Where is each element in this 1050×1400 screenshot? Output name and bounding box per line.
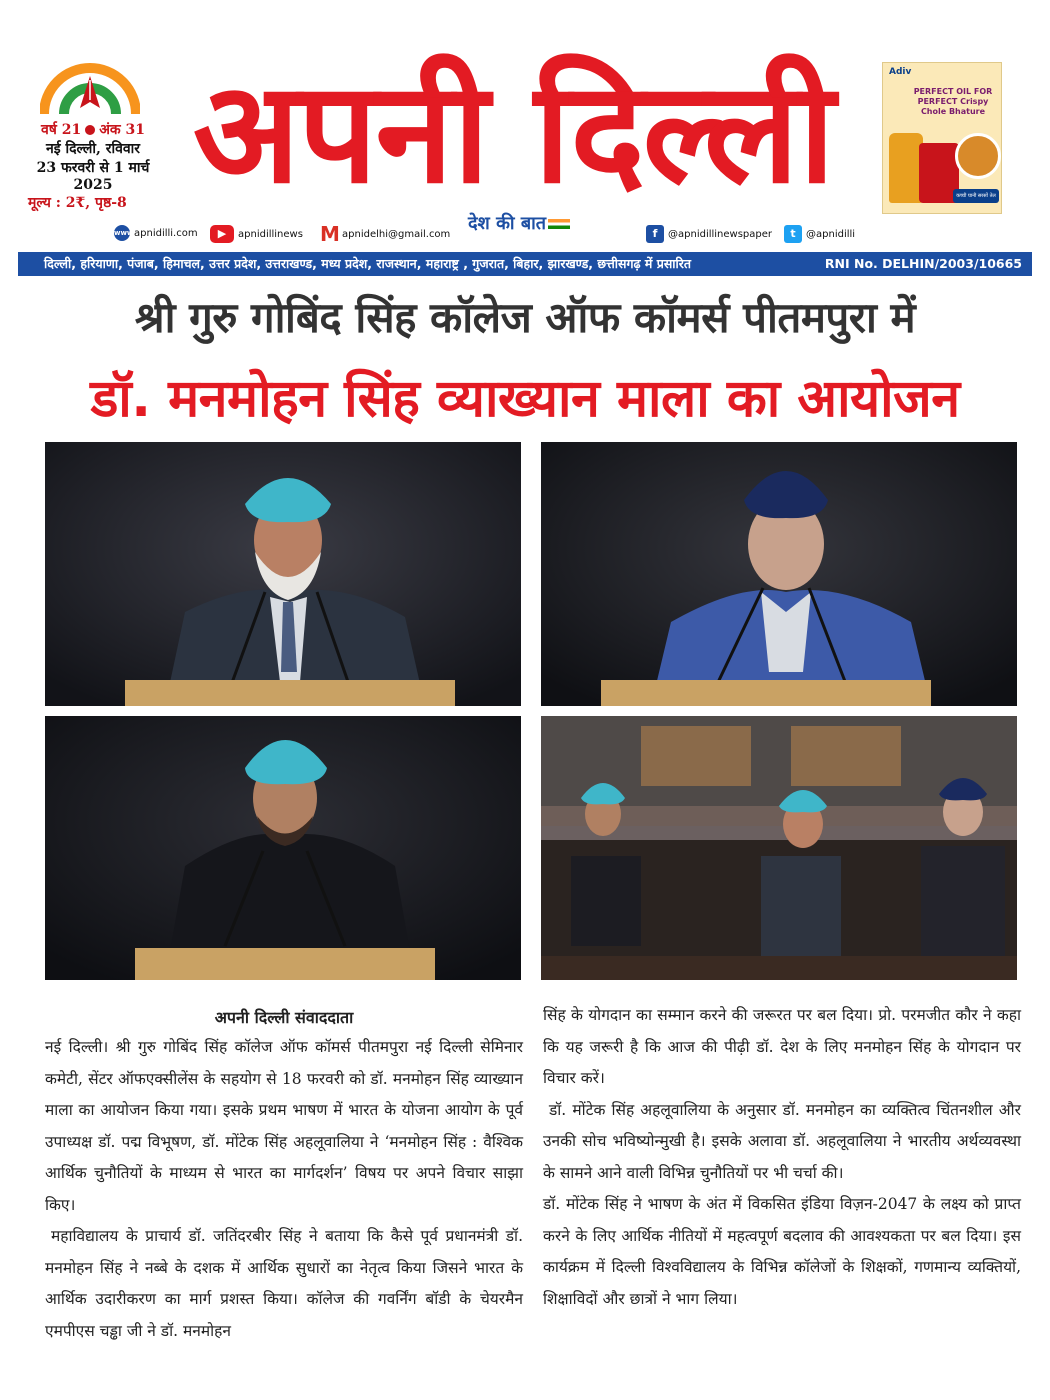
rni-number: RNI No. DELHIN/2003/10665: [824, 256, 1022, 271]
headline-line1: श्री गुरु गोबिंद सिंह कॉलेज ऑफ कॉमर्स पीतमपुरा में: [134, 293, 916, 342]
youtube-text: apnidillinews: [238, 228, 303, 240]
gmail-icon: M: [320, 222, 340, 246]
youtube-contact[interactable]: [210, 225, 303, 243]
masthead-title: अपनी दिल्ली: [192, 52, 834, 215]
photo-speaker-navy-turban: [541, 442, 1017, 706]
photo-speaker-teal-turban: [45, 442, 521, 706]
twitter-icon: t: [784, 225, 802, 243]
article-column-right: [543, 1000, 1021, 1315]
ad-food-plate: [955, 133, 1001, 179]
article-paragraph: नई दिल्ली। श्री गुरु गोबिंद सिंह कॉलेज ऑफ कॉमर्स पीतमपुरा नई दिल्ली सेमिनार कमेटी, सेंटर ऑफएक्सीलेंस के सहयोग से 18 फरवरी को डॉ. मनमोहन सिंह व्याख्यान माला का आयोजन किया गया। इसके प्रथम भाषण में भारत के योजना आयोग के पूर्व उपाध्यक्ष डॉ. पद्म विभूषण, डॉ. मोंटेक सिंह अहलूवालिया ने ‘मनमोहन सिंह : वैश्विक आर्थिक चुनौतियों के माध्यम से भारत का मार्गदर्शन’ विषय पर अपने विचार साझा किए।: [45, 1038, 523, 1214]
photo-stage-guests: [541, 716, 1017, 980]
youtube-icon: ▶: [210, 225, 234, 243]
circulation-states: दिल्ली, हरियाणा, पंजाब, हिमाचल, उत्तर प्रदेश, उत्तराखण्ड, मध्य प्रदेश, राजस्थान, महाराष्ट्र , गुजरात, बिहार, झारखण्ड, छत्तीसगढ़ में प्रसारित: [44, 256, 692, 271]
edition-volume: [18, 120, 168, 139]
twitter-text: @apnidilli: [806, 228, 856, 240]
edition-info: [18, 120, 168, 212]
red-dot: [85, 125, 95, 135]
place-day: नई दिल्ली, रविवार: [45, 141, 141, 157]
ad-headline: PERFECT OIL FOR PERFECT Crispy Chole Bhature: [913, 87, 993, 116]
ad-slogan: कच्ची घानी सरसों तेल: [953, 189, 999, 203]
facebook-contact[interactable]: [646, 225, 772, 243]
website-icon: www: [114, 225, 130, 241]
ad-brand: Adiv: [889, 67, 912, 77]
ad-oil-bottle: [889, 133, 923, 203]
article-paragraph: डॉ. मोंटेक सिंह ने भाषण के अंत में विकसित इंडिया विज़न-2047 के लक्ष्य को प्राप्त करने के लिए आर्थिक नीतियों में महत्वपूर्ण बदलाव की आवश्यकता पर बल दिया। इस कार्यक्रम में दिल्ली विश्वविद्यालय के विभिन्न कॉलेजों के शिक्षकों, गणमान्य व्यक्तियों, शिक्षाविदों और छात्रों ने भाग लिया।: [543, 1195, 1021, 1308]
volume-text: वर्ष 21: [40, 122, 82, 138]
email-contact[interactable]: [320, 222, 451, 246]
article-paragraph: महाविद्यालय के प्राचार्य डॉ. जतिंदरबीर सिंह ने बताया कि कैसे पूर्व प्रधानमंत्री डॉ. मनमोहन सिंह ने नब्बे के दशक में आर्थिक सुधारों का नेतृत्व किया जिसने भारत के आर्थिक उदारीकरण का मार्ग प्रशस्त किया। कॉलेज की गवर्निंग बॉडी के चेयरमैन एमपीएस चड्ढा जी ने डॉ. मनमोहन: [45, 1227, 523, 1340]
email-text: apnidelhi@gmail.com: [342, 228, 451, 240]
advertisement: [882, 62, 1002, 214]
facebook-icon: f: [646, 225, 664, 243]
edition-dates: 23 फरवरी से 1 मार्च 2025: [36, 160, 150, 193]
price-pages: मूल्य : 2₹, पृष्ठ-8: [28, 195, 127, 211]
circulation-strip: [18, 252, 1032, 276]
logo-emblem-icon: [40, 58, 140, 116]
website-text: apnidilli.com: [134, 227, 198, 239]
facebook-text: @apnidillinewspaper: [668, 228, 773, 240]
twitter-contact[interactable]: [784, 225, 855, 243]
website-contact[interactable]: [114, 225, 198, 241]
photo-speaker-principal: [45, 716, 521, 980]
issue-text: अंक 31: [99, 122, 146, 138]
tagline-text: देश की बात: [468, 213, 547, 234]
headline-line2: डॉ. मनमोहन सिंह व्याख्यान माला का आयोजन: [90, 369, 960, 429]
newspaper-page: [18, 28, 1032, 1400]
article-paragraph: सिंह के योगदान का सम्मान करने की जरूरत पर बल दिया। प्रो. परमजीत कौर ने कहा कि यह जरूरी है कि आज की पीढ़ी डॉ. देश के लिए मनमोहन सिंह के योगदान पर विचार करें।: [543, 1006, 1021, 1087]
article-column-left: [45, 1004, 523, 1347]
article-byline: अपनी दिल्ली संवाददाता: [214, 1008, 354, 1027]
article-paragraph: डॉ. मोंटेक सिंह अहलूवालिया के अनुसार डॉ. मनमोहन का व्यक्तित्व चिंतनशील और उनकी सोच भविष्योन्मुखी है। इसके अलावा डॉ. अहलूवालिया ने भारतीय अर्थव्यवस्था के सामने आने वाली विभिन्न चुनौतियों पर भी चर्चा की।: [543, 1100, 1021, 1182]
